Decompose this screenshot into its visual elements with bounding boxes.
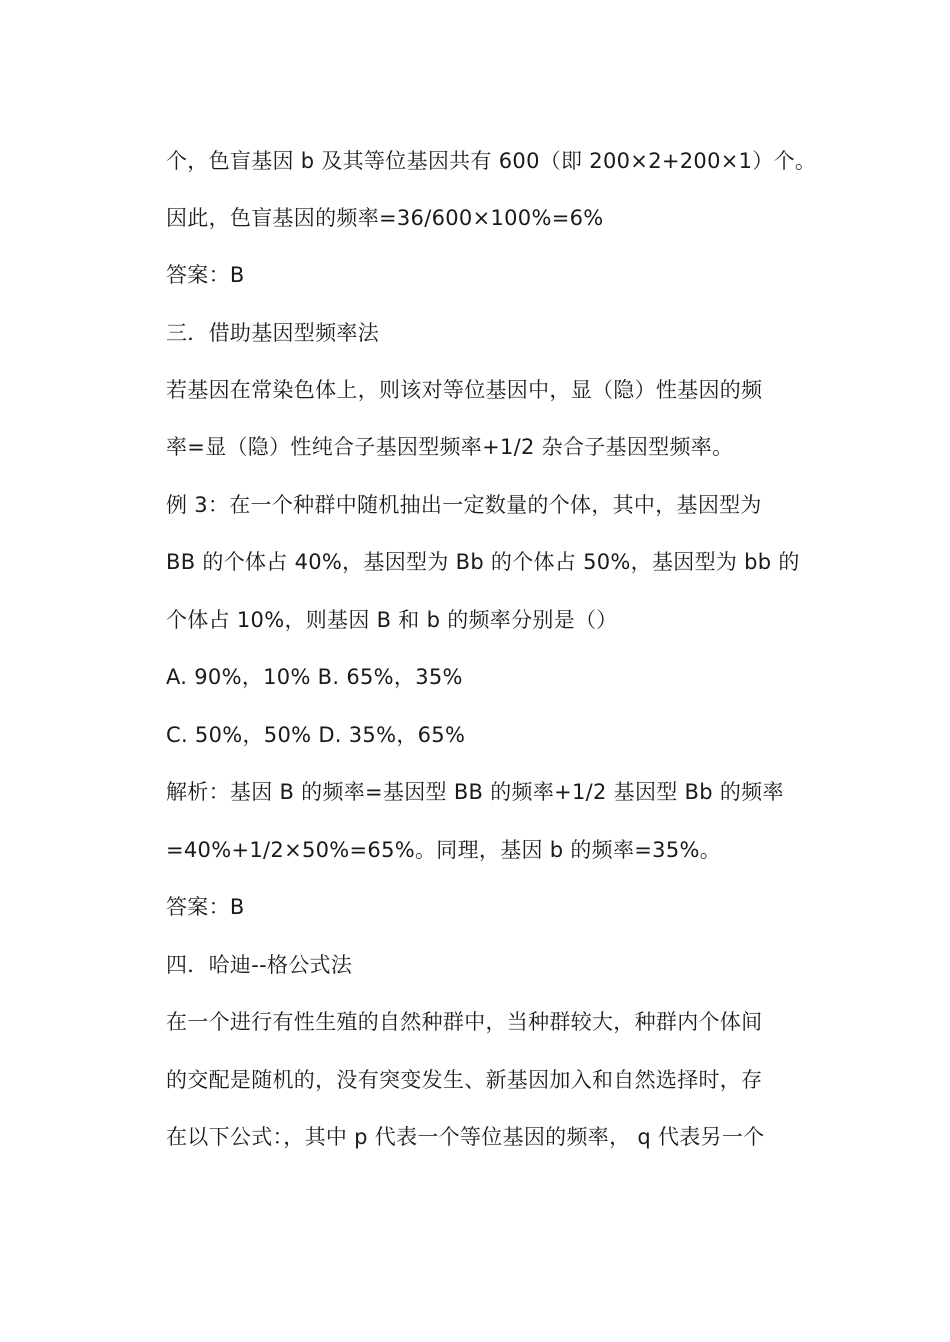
section-heading-3: 三．借助基因型频率法 xyxy=(166,321,379,345)
analysis-line-2: =40%+1/2×50%=65%。同理，基因 b 的频率=35%。 xyxy=(166,838,722,862)
text-line-6: 率=显（隐）性纯合子基因型频率+1/2 杂合子基因型频率。 xyxy=(166,435,734,459)
example-3-line-1: 例 3：在一个种群中随机抽出一定数量的个体，其中，基因型为 xyxy=(166,493,762,517)
text-line-17: 的交配是随机的，没有突变发生、新基因加入和自然选择时，存 xyxy=(166,1068,763,1092)
text-line-5: 若基因在常染色体上，则该对等位基因中，显（隐）性基因的频 xyxy=(166,378,763,402)
text-line-16: 在一个进行有性生殖的自然种群中，当种群较大，种群内个体间 xyxy=(166,1010,763,1034)
example-3-line-3: 个体占 10%，则基因 B 和 b 的频率分别是（） xyxy=(166,608,618,632)
analysis-line-1: 解析：基因 B 的频率=基因型 BB 的频率+1/2 基因型 Bb 的频率 xyxy=(166,780,784,804)
answer-line-2: 答案：B xyxy=(166,895,245,919)
options-line-2: C. 50%，50% D. 35%，65% xyxy=(166,723,466,747)
example-3-line-2: BB 的个体占 40%，基因型为 Bb 的个体占 50%，基因型为 bb 的 xyxy=(166,550,800,574)
text-line-2: 因此，色盲基因的频率=36/600×100%=6% xyxy=(166,206,604,230)
text-line-1: 个，色盲基因 b 及其等位基因共有 600（即 200×2+200×1）个。 xyxy=(166,149,817,173)
section-heading-4: 四．哈迪--格公式法 xyxy=(166,953,353,977)
text-line-18: 在以下公式：，其中 p 代表一个等位基因的频率， q 代表另一个 xyxy=(166,1125,765,1149)
options-line-1: A. 90%，10% B. 65%，35% xyxy=(166,665,463,689)
answer-line-1: 答案：B xyxy=(166,263,245,287)
